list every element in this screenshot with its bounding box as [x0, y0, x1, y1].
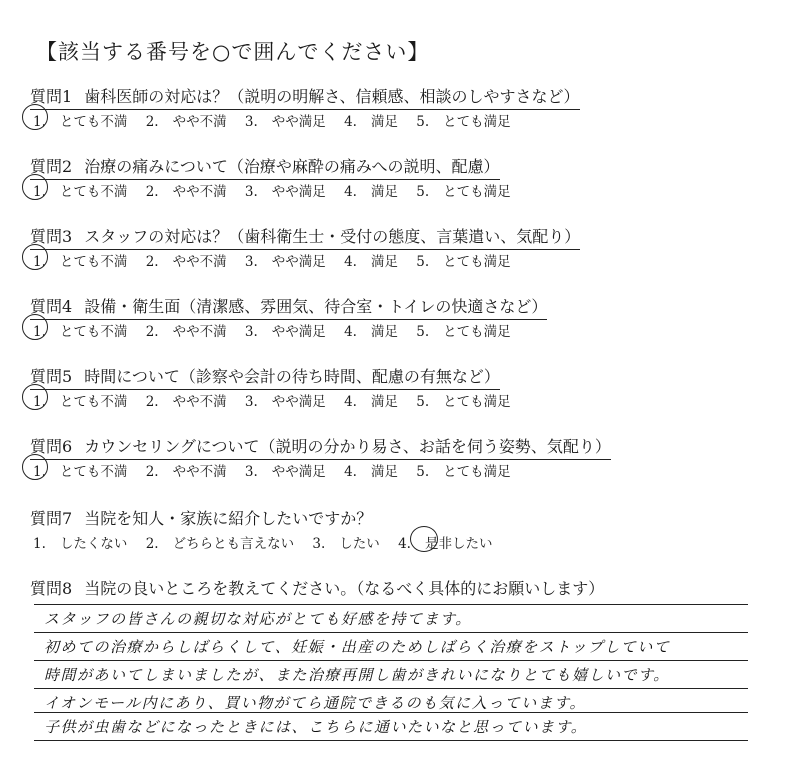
option-label[interactable]: したくない — [59, 536, 128, 552]
option-label[interactable]: 是非したい — [424, 536, 493, 552]
question-8 — [30, 576, 604, 599]
option-number[interactable]: 1. — [33, 324, 46, 340]
option-label[interactable]: 満足 — [370, 184, 398, 200]
option-label[interactable]: やや満足 — [271, 464, 326, 480]
option-number[interactable]: 4. — [398, 536, 411, 552]
question-4 — [30, 294, 547, 320]
option-number[interactable]: 3. — [244, 324, 258, 340]
question-text: 設備・衛生面（清潔感、雰囲気、待合室・トイレの快適さなど） — [84, 297, 548, 316]
option-label[interactable]: 満足 — [370, 394, 398, 410]
option-number[interactable]: 4. — [344, 394, 357, 410]
question-5 — [30, 364, 500, 390]
option-label[interactable]: どちらとも言えない — [172, 536, 295, 552]
question-7 — [30, 506, 372, 529]
option-number[interactable]: 2. — [145, 394, 159, 410]
option-label[interactable]: やや満足 — [271, 184, 326, 200]
option-number[interactable]: 1. — [33, 184, 46, 200]
option-number[interactable]: 4. — [344, 114, 357, 130]
option-number[interactable]: 2. — [145, 184, 159, 200]
question-number: 質問3 — [30, 227, 73, 246]
ruled-line — [34, 740, 748, 741]
option-number[interactable]: 1. — [33, 114, 46, 130]
option-number[interactable]: 5. — [416, 464, 430, 480]
ruled-line — [34, 632, 748, 633]
option-number[interactable]: 5. — [416, 254, 430, 270]
selection-circle — [22, 314, 48, 340]
question-text: 当院の良いところを教えてください。（なるべく具体的にお願いします） — [84, 579, 605, 598]
option-number[interactable]: 4. — [344, 184, 357, 200]
ruled-line — [34, 604, 748, 605]
option-label[interactable]: したい — [339, 536, 380, 552]
option-number[interactable]: 2. — [145, 114, 159, 130]
handwritten-answer-line: スタッフの皆さんの親切な対応がとても好感を持てます。 — [44, 610, 472, 628]
option-label[interactable]: とても満足 — [443, 184, 511, 200]
question-text: 歯科医師の対応は？（説明の明解さ、信頼感、相談のしやすさなど） — [84, 87, 580, 106]
question-number: 質問2 — [30, 157, 73, 176]
option-number[interactable]: 3. — [244, 394, 258, 410]
option-number[interactable]: 3. — [244, 184, 258, 200]
option-label[interactable]: とても不満 — [59, 464, 128, 480]
answer-options-3 — [33, 250, 525, 270]
question-number: 質問7 — [30, 509, 73, 528]
selection-circle — [22, 104, 48, 130]
option-label[interactable]: 満足 — [370, 114, 398, 130]
selection-circle — [22, 454, 48, 480]
option-label[interactable]: やや不満 — [172, 254, 227, 270]
option-number[interactable]: 5. — [416, 114, 430, 130]
option-number[interactable]: 4. — [344, 464, 357, 480]
ruled-line — [34, 712, 748, 713]
option-label[interactable]: やや不満 — [172, 114, 227, 130]
page-heading: 【該当する番号を○で囲んでください】 — [36, 40, 430, 64]
selection-circle — [22, 384, 48, 410]
question-2 — [30, 154, 500, 180]
option-number[interactable]: 5. — [416, 394, 430, 410]
question-number: 質問5 — [30, 367, 73, 386]
question-text: 時間について（診察や会計の待ち時間、配慮の有無など） — [84, 367, 500, 386]
option-label[interactable]: やや不満 — [172, 324, 227, 340]
option-label[interactable]: やや不満 — [172, 184, 227, 200]
option-number[interactable]: 1. — [33, 464, 46, 480]
option-label[interactable]: とても不満 — [59, 114, 128, 130]
question-number: 質問6 — [30, 437, 73, 456]
option-number[interactable]: 2. — [145, 254, 159, 270]
question-number: 質問8 — [30, 579, 73, 598]
option-number[interactable]: 1. — [33, 254, 46, 270]
answer-options-1 — [33, 110, 525, 130]
selection-circle — [22, 244, 48, 270]
option-label[interactable]: やや満足 — [271, 254, 326, 270]
option-number[interactable]: 5. — [416, 184, 430, 200]
option-label[interactable]: とても満足 — [443, 394, 511, 410]
option-label[interactable]: とても満足 — [443, 464, 511, 480]
selection-circle — [410, 526, 438, 552]
option-number[interactable]: 4. — [344, 324, 357, 340]
question-text: 治療の痛みについて（治療や麻酔の痛みへの説明、配慮） — [84, 157, 500, 176]
option-number[interactable]: 4. — [344, 254, 357, 270]
answer-options-4 — [33, 320, 525, 340]
question-1 — [30, 84, 580, 110]
option-label[interactable]: とても不満 — [59, 184, 128, 200]
handwritten-answer-line: 初めての治療からしばらくして、妊娠・出産のためしばらく治療をストップしていて — [44, 638, 671, 656]
option-number[interactable]: 1. — [33, 394, 46, 410]
option-label[interactable]: やや満足 — [271, 394, 326, 410]
option-number[interactable]: 2. — [145, 536, 159, 552]
selection-circle — [22, 174, 48, 200]
option-number[interactable]: 1. — [33, 536, 46, 552]
option-label[interactable]: 満足 — [370, 324, 398, 340]
question-text: カウンセリングについて（説明の分かり易さ、お話を伺う姿勢、気配り） — [84, 437, 611, 456]
option-label[interactable]: やや不満 — [172, 464, 227, 480]
option-number[interactable]: 3. — [312, 536, 326, 552]
option-label[interactable]: 満足 — [370, 464, 398, 480]
question-3 — [30, 224, 580, 250]
ruled-line — [34, 660, 748, 661]
handwritten-answer-line: 子供が虫歯などになったときには、こちらに通いたいなと思っています。 — [44, 718, 588, 736]
answer-options-6 — [33, 460, 525, 480]
question-number: 質問4 — [30, 297, 73, 316]
option-label[interactable]: とても不満 — [59, 394, 128, 410]
handwritten-answer-line: 時間があいてしまいましたが、また治療再開し歯がきれいになりとても嬉しいです。 — [44, 666, 670, 684]
option-label[interactable]: 満足 — [370, 254, 398, 270]
answer-options-2 — [33, 180, 525, 200]
answer-options-5 — [33, 390, 525, 410]
option-number[interactable]: 3. — [244, 114, 258, 130]
option-label[interactable]: とても満足 — [443, 324, 511, 340]
option-label[interactable]: やや満足 — [271, 114, 326, 130]
option-label[interactable]: やや不満 — [172, 394, 227, 410]
option-number[interactable]: 3. — [244, 254, 258, 270]
option-number[interactable]: 2. — [145, 464, 159, 480]
option-label[interactable]: やや満足 — [271, 324, 326, 340]
option-label[interactable]: とても満足 — [443, 114, 511, 130]
option-number[interactable]: 2. — [145, 324, 159, 340]
option-label[interactable]: とても満足 — [443, 254, 511, 270]
question-text: スタッフの対応は？（歯科衛生士・受付の態度、言葉遣い、気配り） — [84, 227, 581, 246]
option-number[interactable]: 3. — [244, 464, 258, 480]
question-number: 質問1 — [30, 87, 73, 106]
option-number[interactable]: 5. — [416, 324, 430, 340]
option-label[interactable]: とても不満 — [59, 254, 128, 270]
option-label[interactable]: とても不満 — [59, 324, 128, 340]
handwritten-answer-line: イオンモール内にあり、買い物がてら通院できるのも気に入っています。 — [44, 694, 586, 712]
question-text: 当院を知人・家族に紹介したいですか？ — [84, 509, 373, 528]
ruled-line — [34, 688, 748, 689]
question-6 — [30, 434, 611, 460]
